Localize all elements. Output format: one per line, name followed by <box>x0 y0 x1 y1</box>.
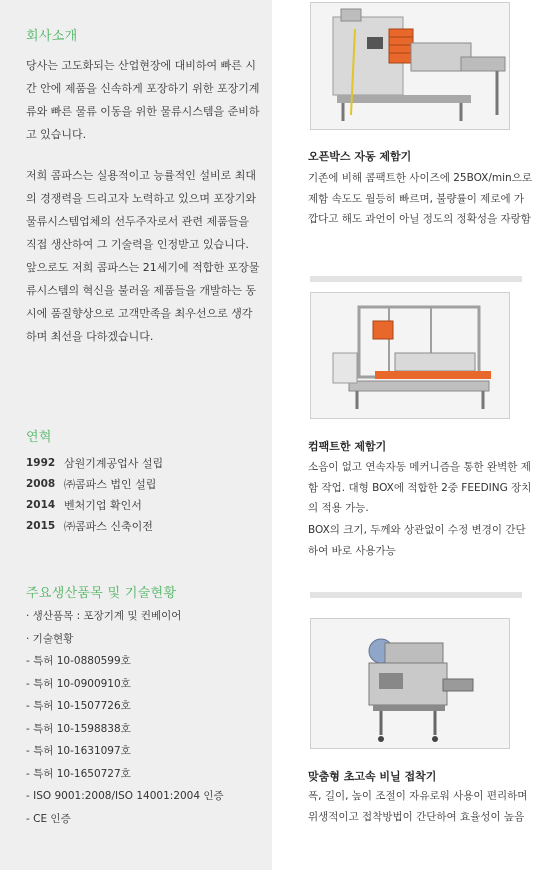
machine-illustration <box>311 619 509 748</box>
history-item <box>26 474 262 495</box>
right-panel <box>296 0 536 870</box>
list-item: - 특허 10-1598838호 <box>26 722 131 735</box>
divider <box>310 276 522 282</box>
machine-photo-compact-erector <box>310 292 510 419</box>
machine-description: 소음이 없고 연속자동 메커니즘을 통한 완벽한 제함 작업. 대형 BOX에 적합한 2중 FEEDING 장치의 적용 가능. <box>308 461 532 514</box>
history-year: 2014 <box>26 499 56 511</box>
intro-paragraph-2: 저희 콤파스는 실용적이고 능률적인 설비로 최대의 경쟁력을 드리고자 노력하고 있으며 포장기와 물류시스템업체의 선두주자로서 관련 제품들을 직접 생산하여 그 기술력을 인정받고 있습니다. 앞으로도 저희 콤파스는 21세기에 적합한 포장물류시스템의 혁신을 불러올 제품들을 개발하는 동시에 품질향상으로 고객만족을 최우선으로 생각하며 최선을 다하겠습니다. <box>26 169 260 343</box>
machine-title: 오픈박스 자동 제함기 <box>308 150 412 163</box>
history-text: ㈜콤파스 신축이전 <box>64 520 153 533</box>
history-list <box>26 453 262 537</box>
list-item: - 특허 10-1650727호 <box>26 767 131 780</box>
list-item: · 기술현황 <box>26 632 74 645</box>
list-item: - 특허 10-1507726호 <box>26 700 131 712</box>
machine-description: 기존에 비해 콤팩트한 사이즈에 25BOX/min으로 제함 속도도 월등히 빠르며, 불량률이 제로에 가깝다고 해도 과언이 아닐 정도의 정확성을 자랑함 <box>308 172 532 225</box>
history-text: ㈜콤파스 법인 설립 <box>64 478 157 491</box>
section-title-intro: 회사소개 <box>26 29 78 44</box>
left-panel <box>0 0 272 870</box>
list-item: - 특허 10-1631097호 <box>26 745 131 757</box>
machine-illustration <box>311 3 509 129</box>
section-title-history: 연혁 <box>26 430 52 445</box>
list-item: - CE 인증 <box>26 812 71 825</box>
machine-illustration <box>311 293 509 418</box>
machine-photo-open-box-erector <box>310 2 510 130</box>
history-year: 1992 <box>26 457 56 469</box>
section-title-products: 주요생산품목 및 기술현황 <box>26 586 177 601</box>
history-item <box>26 516 262 537</box>
history-text: 벤처기업 확인서 <box>64 499 142 512</box>
machine-photo-vinyl-sealer <box>310 618 510 749</box>
machine-title: 컴팩트한 제함기 <box>308 440 387 453</box>
intro-paragraph-1: 당사는 고도화되는 산업현장에 대비하여 빠른 시간 안에 제품을 신속하게 포장하기 위한 포장기계류와 빠른 물류 이동을 위한 물류시스템을 준비하고 있습니다. <box>26 59 260 141</box>
history-item <box>26 453 262 474</box>
products-list <box>26 605 262 830</box>
machine-description-2: BOX의 크기, 두께와 상관없이 수정 변경이 간단하여 바로 사용가능 <box>308 524 526 557</box>
history-item <box>26 495 262 516</box>
history-year: 2015 <box>26 520 56 532</box>
list-item: - 특허 10-0900910호 <box>26 677 131 690</box>
history-year: 2008 <box>26 478 56 490</box>
divider <box>310 592 522 598</box>
machine-title: 맞춤형 초고속 비닐 접착기 <box>308 770 437 783</box>
list-item: - 특허 10-0880599호 <box>26 655 131 667</box>
list-item: · 생산품목 : 포장기계 및 컨베이어 <box>26 610 182 622</box>
machine-description: 폭, 길이, 높이 조절이 자유로워 사용이 편리하며 위생적이고 접착방법이 간단하여 효율성이 높음 <box>308 790 528 823</box>
list-item: - ISO 9001:2008/ISO 14001:2004 인증 <box>26 790 224 802</box>
history-text: 삼원기계공업사 설립 <box>64 457 164 470</box>
